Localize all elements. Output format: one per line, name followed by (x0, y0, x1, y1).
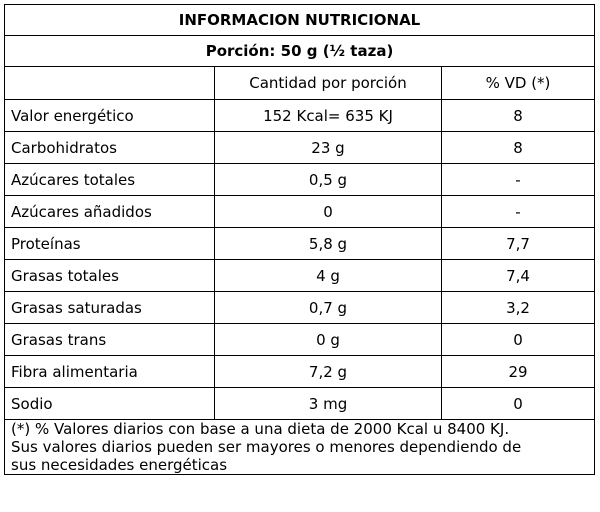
header-row (5, 67, 595, 100)
table-row (5, 292, 595, 324)
footnote (5, 420, 595, 475)
nutrient-dv: 3,2 (442, 292, 595, 324)
table-row (5, 388, 595, 420)
nutrient-dv: 0 (442, 388, 595, 420)
table-row (5, 100, 595, 132)
nutrient-dv: 29 (442, 356, 595, 388)
nutrient-quantity: 152 Kcal= 635 KJ (215, 100, 442, 132)
nutrient-quantity: 23 g (215, 132, 442, 164)
nutrient-quantity: 4 g (215, 260, 442, 292)
nutrient-dv: - (442, 164, 595, 196)
nutrient-name: Azúcares totales (5, 164, 215, 196)
nutrition-table (4, 4, 595, 475)
nutrition-facts-panel (4, 4, 594, 475)
nutrient-name: Sodio (5, 388, 215, 420)
header-quantity: Cantidad por porción (215, 67, 442, 100)
table-row (5, 132, 595, 164)
nutrient-dv: 7,4 (442, 260, 595, 292)
header-dv: % VD (*) (442, 67, 595, 100)
header-name (5, 67, 215, 100)
table-row (5, 260, 595, 292)
nutrient-quantity: 5,8 g (215, 228, 442, 260)
portion-row (5, 36, 595, 67)
nutrient-name: Proteínas (5, 228, 215, 260)
table-row (5, 164, 595, 196)
table-row (5, 356, 595, 388)
nutrient-quantity: 0 g (215, 324, 442, 356)
nutrient-name: Azúcares añadidos (5, 196, 215, 228)
table-row (5, 324, 595, 356)
footnote-line: Sus valores diarios pueden ser mayores o menores dependiendo de (11, 438, 522, 456)
footnote-row (5, 420, 595, 475)
nutrient-quantity: 0,7 g (215, 292, 442, 324)
nutrient-name: Carbohidratos (5, 132, 215, 164)
title-row (5, 5, 595, 36)
table-row (5, 196, 595, 228)
nutrient-dv: 8 (442, 132, 595, 164)
nutrient-dv: - (442, 196, 595, 228)
nutrient-name: Grasas trans (5, 324, 215, 356)
nutrient-quantity: 3 mg (215, 388, 442, 420)
nutrient-quantity: 7,2 g (215, 356, 442, 388)
nutrient-name: Valor energético (5, 100, 215, 132)
nutrient-quantity: 0,5 g (215, 164, 442, 196)
nutrient-quantity: 0 (215, 196, 442, 228)
footnote-line: (*) % Valores diarios con base a una dieta de 2000 Kcal u 8400 KJ. (11, 420, 510, 438)
table-row (5, 228, 595, 260)
nutrient-dv: 0 (442, 324, 595, 356)
nutrient-name: Grasas saturadas (5, 292, 215, 324)
table-title: INFORMACION NUTRICIONAL (5, 5, 595, 36)
portion-size: Porción: 50 g (½ taza) (5, 36, 595, 67)
nutrient-dv: 7,7 (442, 228, 595, 260)
footnote-line: sus necesidades energéticas (11, 456, 228, 474)
nutrient-name: Fibra alimentaria (5, 356, 215, 388)
nutrient-name: Grasas totales (5, 260, 215, 292)
nutrient-dv: 8 (442, 100, 595, 132)
